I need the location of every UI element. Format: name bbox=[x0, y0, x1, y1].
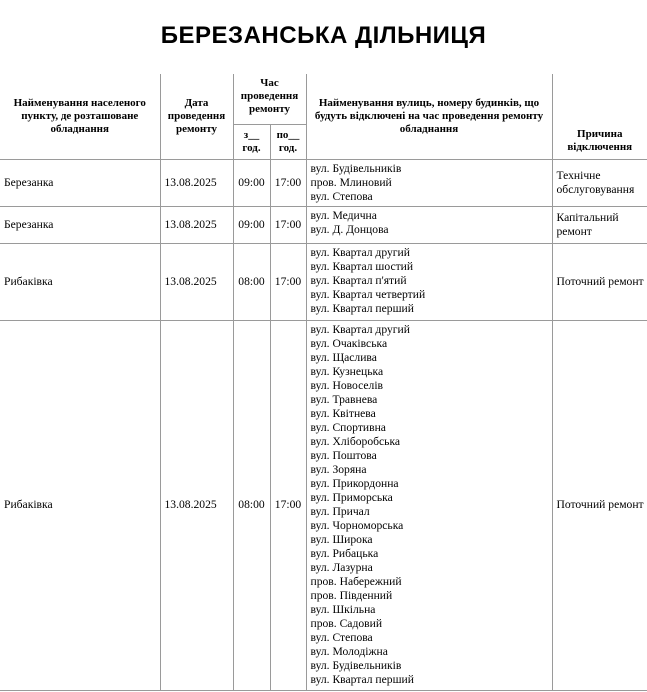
cell-settlement: Березанка bbox=[0, 159, 160, 206]
table-row bbox=[0, 243, 647, 320]
cell-settlement: Рибаківка bbox=[0, 243, 160, 320]
street-item: вул. Квартал шостий bbox=[310, 259, 414, 273]
street-item: вул. Квартал четвертий bbox=[310, 287, 426, 301]
street-item: вул. Лазурна bbox=[310, 560, 373, 574]
cell-streets bbox=[306, 320, 552, 690]
street-item: вул. Поштова bbox=[310, 448, 377, 462]
street-item: вул. Д. Донцова bbox=[310, 222, 389, 236]
street-item: вул. Хліборобська bbox=[310, 434, 401, 448]
street-item: вул. Зоряна bbox=[310, 462, 367, 476]
street-item: вул. Будівельників bbox=[310, 161, 402, 175]
header-to: по__ год. bbox=[270, 124, 306, 159]
street-item: вул. Спортивна bbox=[310, 420, 386, 434]
street-item: вул. Медична bbox=[310, 208, 377, 222]
header-from: з__ год. bbox=[233, 124, 270, 159]
street-item: вул. Степова bbox=[310, 630, 373, 644]
street-item: вул. Степова bbox=[310, 189, 373, 203]
street-item: вул. Квітнева bbox=[310, 406, 376, 420]
header-streets: Найменування вулиць, номеру будинків, що будуть відключені на час проведення ремонту обладнання bbox=[306, 74, 552, 159]
street-item: вул. Молодіжна bbox=[310, 644, 388, 658]
cell-settlement: Березанка bbox=[0, 206, 160, 243]
header-reason-spacer bbox=[552, 74, 647, 124]
street-item: вул. Рибацька bbox=[310, 546, 379, 560]
cell-time-to: 17:00 bbox=[270, 206, 306, 243]
cell-time-from: 08:00 bbox=[233, 320, 270, 690]
cell-reason: Поточний ремонт bbox=[552, 320, 647, 690]
street-item: вул. Квартал другий bbox=[310, 245, 410, 259]
cell-date: 13.08.2025 bbox=[160, 159, 233, 206]
cell-date: 13.08.2025 bbox=[160, 206, 233, 243]
street-item: вул. Широка bbox=[310, 532, 373, 546]
street-item: вул. Квартал п'ятий bbox=[310, 273, 407, 287]
street-item: вул. Квартал другий bbox=[310, 322, 410, 336]
cell-reason: Технічне обслуговування bbox=[552, 159, 647, 206]
street-item: вул. Шкільна bbox=[310, 602, 376, 616]
cell-date: 13.08.2025 bbox=[160, 320, 233, 690]
outage-table bbox=[0, 74, 647, 691]
cell-time-to: 17:00 bbox=[270, 243, 306, 320]
cell-reason: Капітальний ремонт bbox=[552, 206, 647, 243]
header-reason: Причина відключення bbox=[552, 124, 647, 159]
cell-time-from: 09:00 bbox=[233, 206, 270, 243]
cell-streets bbox=[306, 206, 552, 243]
table-row bbox=[0, 206, 647, 243]
street-item: вул. Квартал перший bbox=[310, 301, 414, 315]
street-item: вул. Прикордонна bbox=[310, 476, 399, 490]
cell-settlement: Рибаківка bbox=[0, 320, 160, 690]
street-item: пров. Південний bbox=[310, 588, 393, 602]
street-item: пров. Млиновий bbox=[310, 175, 392, 189]
street-item: вул. Травнева bbox=[310, 392, 378, 406]
street-item: вул. Причал bbox=[310, 504, 370, 518]
street-item: пров. Набережний bbox=[310, 574, 402, 588]
header-settlement: Найменування населеного пункту, де розташоване обладнання bbox=[0, 74, 160, 159]
street-item: вул. Очаківська bbox=[310, 336, 388, 350]
cell-streets bbox=[306, 243, 552, 320]
cell-time-to: 17:00 bbox=[270, 159, 306, 206]
cell-streets bbox=[306, 159, 552, 206]
cell-time-to: 17:00 bbox=[270, 320, 306, 690]
street-item: вул. Щаслива bbox=[310, 350, 377, 364]
street-item: вул. Кузнецька bbox=[310, 364, 384, 378]
cell-time-from: 08:00 bbox=[233, 243, 270, 320]
cell-reason: Поточний ремонт bbox=[552, 243, 647, 320]
street-item: вул. Чорноморська bbox=[310, 518, 404, 532]
street-item: вул. Приморська bbox=[310, 490, 393, 504]
street-item: вул. Будівельників bbox=[310, 658, 402, 672]
cell-time-from: 09:00 bbox=[233, 159, 270, 206]
cell-date: 13.08.2025 bbox=[160, 243, 233, 320]
table-row bbox=[0, 320, 647, 690]
header-time: Час проведення ремонту bbox=[233, 74, 306, 124]
street-item: вул. Квартал перший bbox=[310, 672, 414, 686]
header-date: Дата проведення ремонту bbox=[160, 74, 233, 159]
table-row bbox=[0, 159, 647, 206]
street-item: пров. Садовий bbox=[310, 616, 383, 630]
page-title: БЕРЕЗАНСЬКА ДІЛЬНИЦЯ bbox=[160, 22, 487, 49]
street-item: вул. Новоселів bbox=[310, 378, 384, 392]
